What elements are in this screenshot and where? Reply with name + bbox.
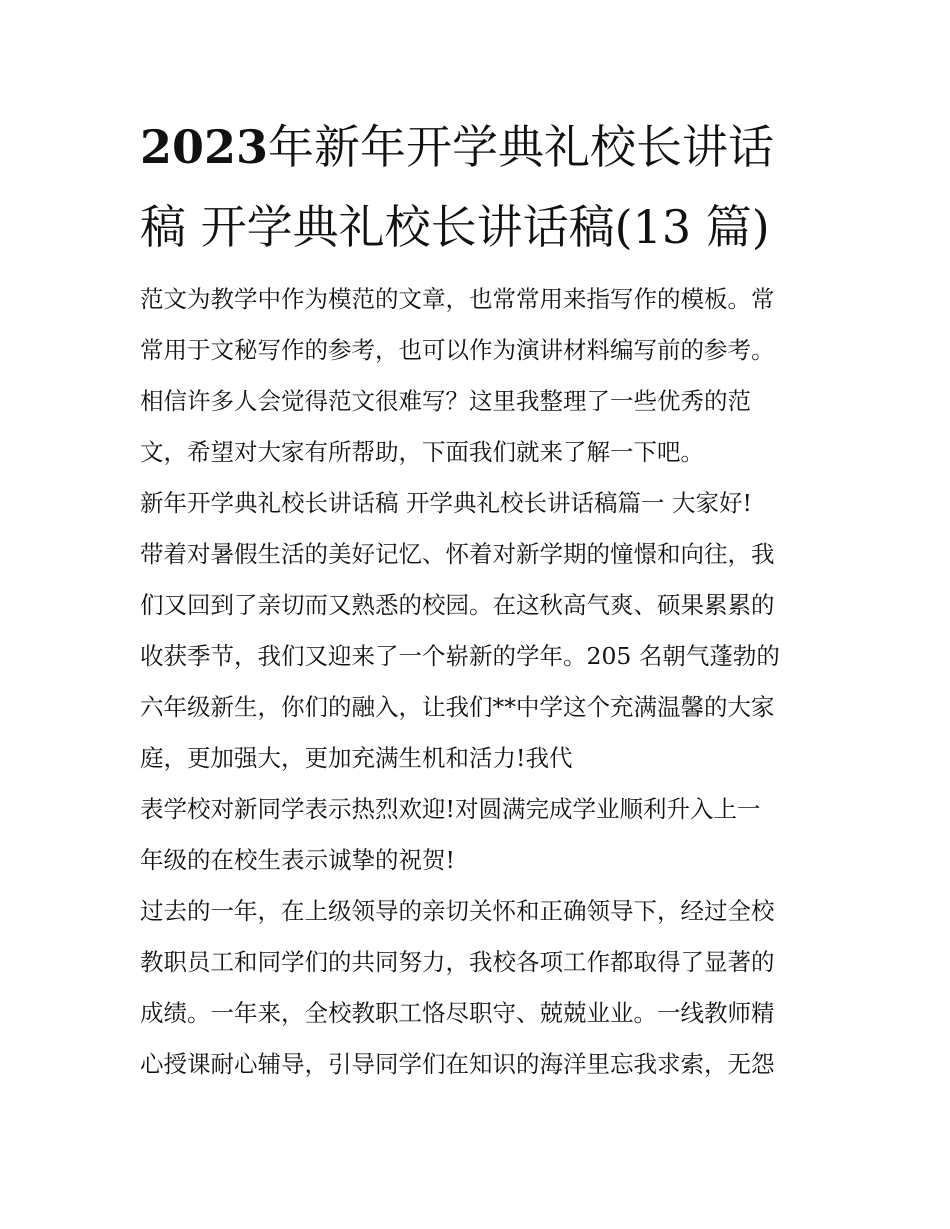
body-line-12: 年级的在校生表示诚挚的祝贺! <box>140 846 455 874</box>
title-year: 2023 <box>140 120 269 174</box>
body-line-1: 范文为教学中作为模范的文章，也常常用来指写作的模板。常 <box>140 285 775 313</box>
title-line-1-text: 年新年开学典礼校长讲话 <box>268 120 775 174</box>
body-line-16: 心授课耐心辅导，引导同学们在知识的海洋里忘我求索，无怨 <box>140 1050 775 1078</box>
body-line-15: 成绩。一年来，全校教职工恪尽职守、兢兢业业。一线教师精 <box>140 999 775 1027</box>
body-line-4: 文，希望对大家有所帮助，下面我们就来了解一下吧。 <box>140 438 704 466</box>
body-line-11: 表学校对新同学表示热烈欢迎!对圆满完成学业顺利升入上一 <box>140 795 761 823</box>
body-line-6: 带着对暑假生活的美好记忆、怀着对新学期的憧憬和向往，我 <box>140 540 775 568</box>
body-line-2: 常用于文秘写作的参考，也可以作为演讲材料编写前的参考。 <box>140 336 775 364</box>
body-line-10: 庭，更加强大，更加充满生机和活力!我代 <box>140 744 573 772</box>
body-line-7: 们又回到了亲切而又熟悉的校园。在这秋高气爽、硕果累累的 <box>140 591 775 619</box>
document-title-line-2 <box>140 200 840 254</box>
document-title-line-1 <box>140 120 840 174</box>
body-line-3: 相信许多人会觉得范文很难写？这里我整理了一些优秀的范 <box>140 387 751 415</box>
body-line-9: 六年级新生，你们的融入，让我们**中学这个充满温馨的大家 <box>140 693 775 721</box>
body-line-5: 新年开学典礼校长讲话稿 开学典礼校长讲话稿篇一 大家好! <box>140 489 752 517</box>
title-line-2-text: 稿 开学典礼校长讲话稿(13 篇) <box>140 200 770 254</box>
body-line-14: 教职员工和同学们的共同努力，我校各项工作都取得了显著的 <box>140 948 775 976</box>
body-line-8: 收获季节，我们又迎来了一个崭新的学年。205 名朝气蓬勃的 <box>140 642 780 670</box>
body-line-13: 过去的一年，在上级领导的亲切关怀和正确领导下，经过全校 <box>140 897 775 925</box>
